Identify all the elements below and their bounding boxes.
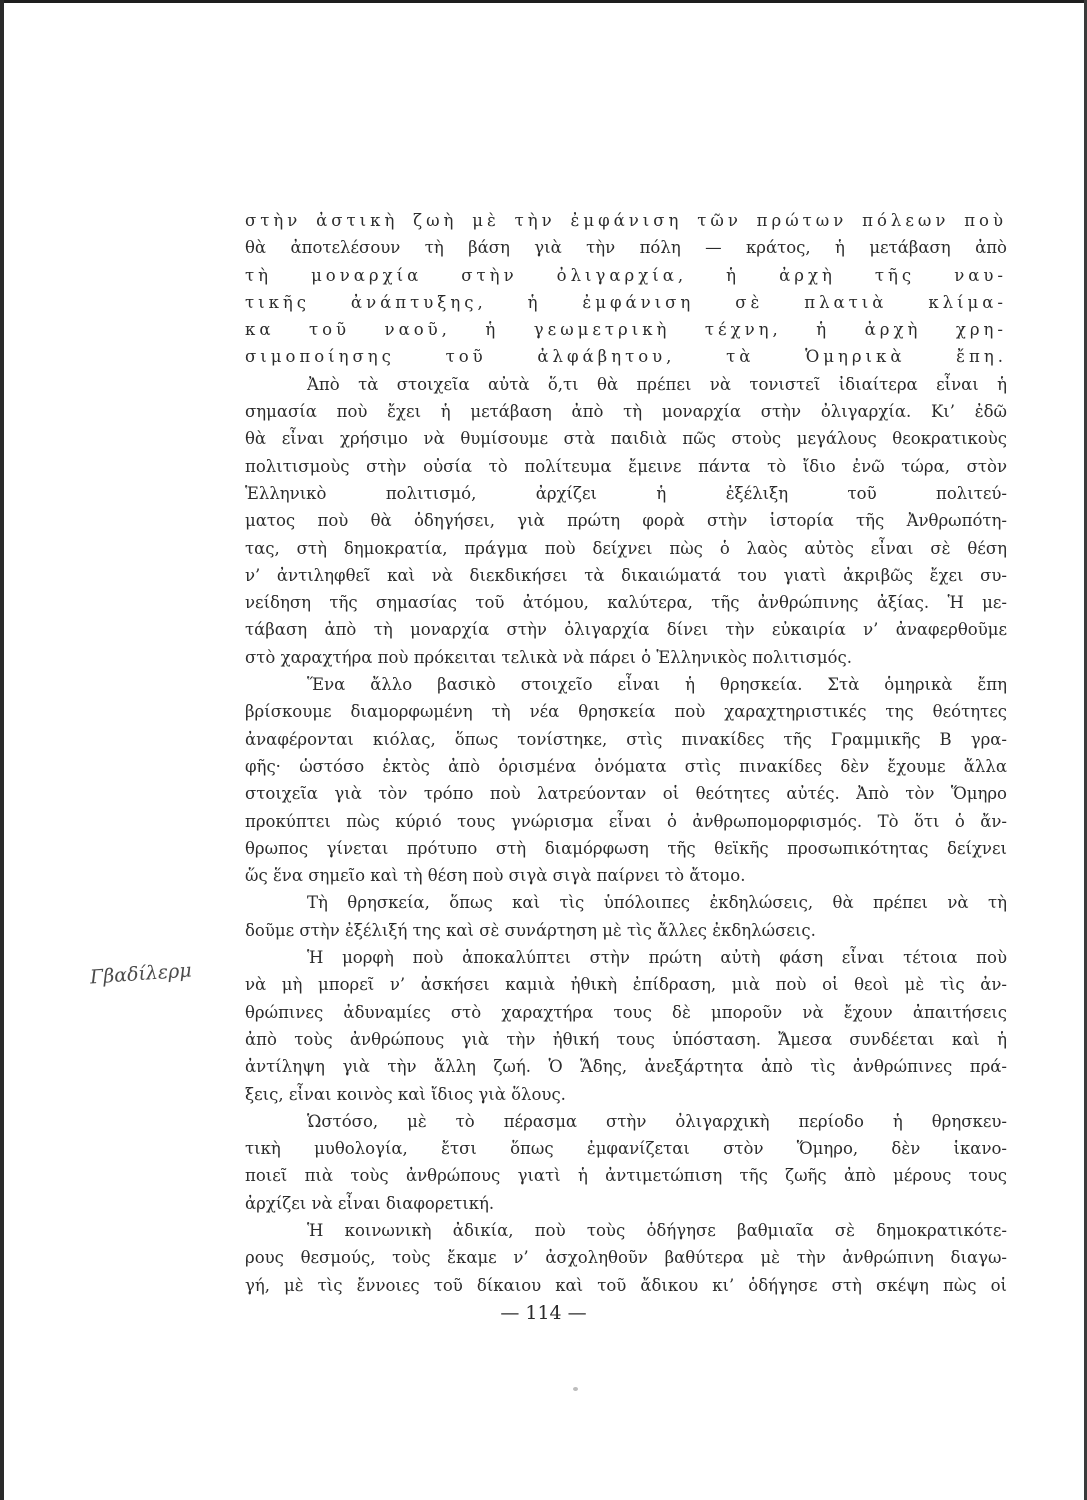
text-line: ξεις, εἶναι κοινὸς καὶ ἴδιος γιὰ ὅλους. bbox=[245, 1084, 566, 1104]
text-line: ἀντίληψη γιὰ τὴν ἄλλη ζωή. Ὁ Ἅδης, ἀνεξάρτητα ἀπὸ τὶς ἀνθρώπινες πρά- bbox=[245, 1057, 1007, 1077]
body-text bbox=[245, 207, 1007, 1299]
text-line: τὴ μοναρχία στὴν ὀλιγαρχία, ἡ ἀρχὴ τῆς ναυ- bbox=[245, 265, 1007, 285]
text-line: Ἕνα ἄλλο βασικὸ στοιχεῖο εἶναι ἡ θρησκεία. Στὰ ὁμηρικὰ ἔπη bbox=[307, 675, 1007, 695]
text-line: ματος ποὺ θὰ ὁδηγήσει, γιὰ πρώτη φορὰ στὴν ἱστορία τῆς Ἀνθρωπότη- bbox=[245, 511, 1007, 531]
text-line: Ἀπὸ τὰ στοιχεῖα αὐτὰ ὅ,τι θὰ πρέπει νὰ τονιστεῖ ἰδιαίτερα εἶναι ἡ bbox=[307, 374, 1007, 394]
text-line: στὴν ἀστικὴ ζωὴ μὲ τὴν ἐμφάνιση τῶν πρώτων πόλεων ποὺ bbox=[245, 211, 1007, 230]
text-line: προκύπτει πὼς κύριό τους γνώρισμα εἶναι ὁ ἀνθρωπομορφισμός. Τὸ ὅτι ὁ ἄν- bbox=[245, 811, 1007, 831]
text-line: θρώπινες ἀδυναμίες στὸ χαραχτήρα τους δὲ μποροῦν νὰ ἔχουν ἀπαιτήσεις bbox=[245, 1002, 1007, 1022]
text-line: γή, μὲ τὶς ἔννοιες τοῦ δίκαιου καὶ τοῦ ἄδικου κι’ ὁδήγησε στὴ σκέψη πὼς οἱ bbox=[245, 1275, 1007, 1295]
text-line: ἀναφέρονται κιόλας, ὅπως τονίστηκε, στὶς πινακίδες τῆς Γραμμικῆς Β γρα- bbox=[245, 729, 1007, 749]
page-left-edge bbox=[0, 0, 4, 1500]
page-number: — 114 — bbox=[500, 1302, 587, 1324]
text-line: σημασία ποὺ ἔχει ἡ μετάβαση ἀπὸ τὴ μοναρχία στὴν ὀλιγαρχία. Κι’ ἐδῶ bbox=[245, 402, 1007, 422]
text-line: θὰ εἶναι χρήσιμο νὰ θυμίσουμε στὰ παιδιὰ πῶς στοὺς μεγάλους θεοκρατικοὺς bbox=[245, 429, 1007, 449]
text-line: στὸ χαραχτήρα ποὺ πρόκειται τελικὰ νὰ πάρει ὁ Ἑλληνικὸς πολιτισμός. bbox=[245, 647, 852, 667]
text-line: πολιτισμοὺς στὴν οὐσία τὸ πολίτευμα ἔμεινε πάντα τὸ ἴδιο ἐνῶ τώρα, στὸν bbox=[245, 456, 1007, 476]
text-line: ρους θεσμούς, τοὺς ἔκαμε ν’ ἀσχοληθοῦν βαθύτερα μὲ τὴν ἀνθρώπινη διαγω- bbox=[245, 1248, 1007, 1268]
text-line: τικῆς ἀνάπτυξης, ἡ ἐμφάνιση σὲ πλατιὰ κλίμα- bbox=[245, 292, 1007, 312]
text-line: Ἡ κοινωνικὴ ἀδικία, ποὺ τοὺς ὁδήγησε βαθμιαῖα σὲ δημοκρατικότε- bbox=[307, 1220, 1007, 1240]
text-line: ἀρχίζει νὰ εἶναι διαφορετική. bbox=[245, 1193, 495, 1213]
text-line: Ὡστόσο, μὲ τὸ πέρασμα στὴν ὀλιγαρχικὴ περίοδο ἡ θρησκευ- bbox=[307, 1111, 1007, 1131]
text-line: Τὴ θρησκεία, ὅπως καὶ τὶς ὑπόλοιπες ἐκδηλώσεις, θὰ πρέπει νὰ τὴ bbox=[307, 893, 1007, 913]
paper-stain bbox=[573, 1387, 578, 1391]
text-line: θὰ ἀποτελέσουν τὴ βάση γιὰ τὴν πόλη — κράτος, ἡ μετάβαση ἀπὸ bbox=[245, 238, 1007, 258]
text-line: τικὴ μυθολογία, ἔτσι ὅπως ἐμφανίζεται στὸν Ὅμηρο, δὲν ἱκανο- bbox=[245, 1139, 1007, 1159]
text-line: στοιχεῖα γιὰ τὸν τρόπο ποὺ λατρεύονταν οἱ θεότητες αὐτές. Ἀπὸ τὸν Ὅμηρο bbox=[245, 784, 1007, 804]
text-line: θρωπος γίνεται πρότυπο στὴ διαμόρφωση τῆς θεϊκῆς προσωπικότητας δείχνει bbox=[245, 838, 1007, 858]
page-top-edge bbox=[0, 0, 1087, 3]
text-line: δοῦμε στὴν ἐξέλιξή της καὶ σὲ συνάρτηση μὲ τὶς ἄλλες ἐκδηλώσεις. bbox=[245, 920, 816, 940]
text-line: νὰ μὴ μπορεῖ ν’ ἀσκήσει καμιὰ ἠθικὴ ἐπίδραση, μιὰ ποὺ οἱ θεοὶ μὲ τὶς ἀν- bbox=[245, 975, 1007, 995]
text-line: σιμοποίησης τοῦ ἀλφάβητου, τὰ Ὁμηρικὰ ἔπη. bbox=[245, 347, 1007, 367]
text-line: φῆς· ὡστόσο ἐκτὸς ἀπὸ ὁρισμένα ὀνόματα στὶς πινακίδες δὲν ἔχουμε ἄλλα bbox=[245, 756, 1007, 776]
text-line: βρίσκουμε διαμορφωμένη τὴ νέα θρησκεία ποὺ χαραχτηριστικές της θεότητες bbox=[245, 702, 1007, 722]
text-line: ν’ ἀντιληφθεῖ καὶ νὰ διεκδικήσει τὰ δικαιώματά του γιατὶ ἀκριβῶς ἔχει συ- bbox=[245, 565, 1007, 585]
text-line: κα τοῦ ναοῦ, ἡ γεωμετρικὴ τέχνη, ἡ ἀρχὴ χρη- bbox=[245, 320, 1007, 340]
text-line: τας, στὴ δημοκρατία, πράγμα ποὺ δείχνει πὼς ὁ λαὸς αὐτὸς εἶναι σὲ θέση bbox=[245, 538, 1007, 558]
text-line: ποιεῖ πιὰ τοὺς ἀνθρώπους γιατὶ ἡ ἀντιμετώπιση τῆς ζωῆς ἀπὸ μέρους τους bbox=[245, 1166, 1007, 1186]
handwritten-margin-note: Γβαδίλερμ bbox=[89, 959, 193, 989]
text-line: νείδηση τῆς σημασίας τοῦ ἀτόμου, καλύτερα, τῆς ἀνθρώπινης ἀξίας. Ἡ με- bbox=[245, 593, 1007, 613]
text-line: Ἡ μορφὴ ποὺ ἀποκαλύπτει στὴν πρώτη αὐτὴ φάση εἶναι τέτοια ποὺ bbox=[307, 948, 1007, 968]
text-line: τάβαση ἀπὸ τὴ μοναρχία στὴν ὀλιγαρχία δίνει τὴν εὐκαιρία ν’ ἀναφερθοῦμε bbox=[245, 620, 1007, 640]
text-line: ἀπὸ τοὺς ἀνθρώπους γιὰ τὴν ἠθική τους ὑπόσταση. Ἄμεσα συνδέεται καὶ ἡ bbox=[245, 1029, 1007, 1049]
text-line: Ἑλληνικὸ πολιτισμό, ἀρχίζει ἡ ἐξέλιξη τοῦ πολιτεύ- bbox=[245, 483, 1007, 503]
text-line: ὥς ἕνα σημεῖο καὶ τὴ θέση ποὺ σιγὰ σιγὰ παίρνει τὸ ἄτομο. bbox=[245, 866, 746, 886]
